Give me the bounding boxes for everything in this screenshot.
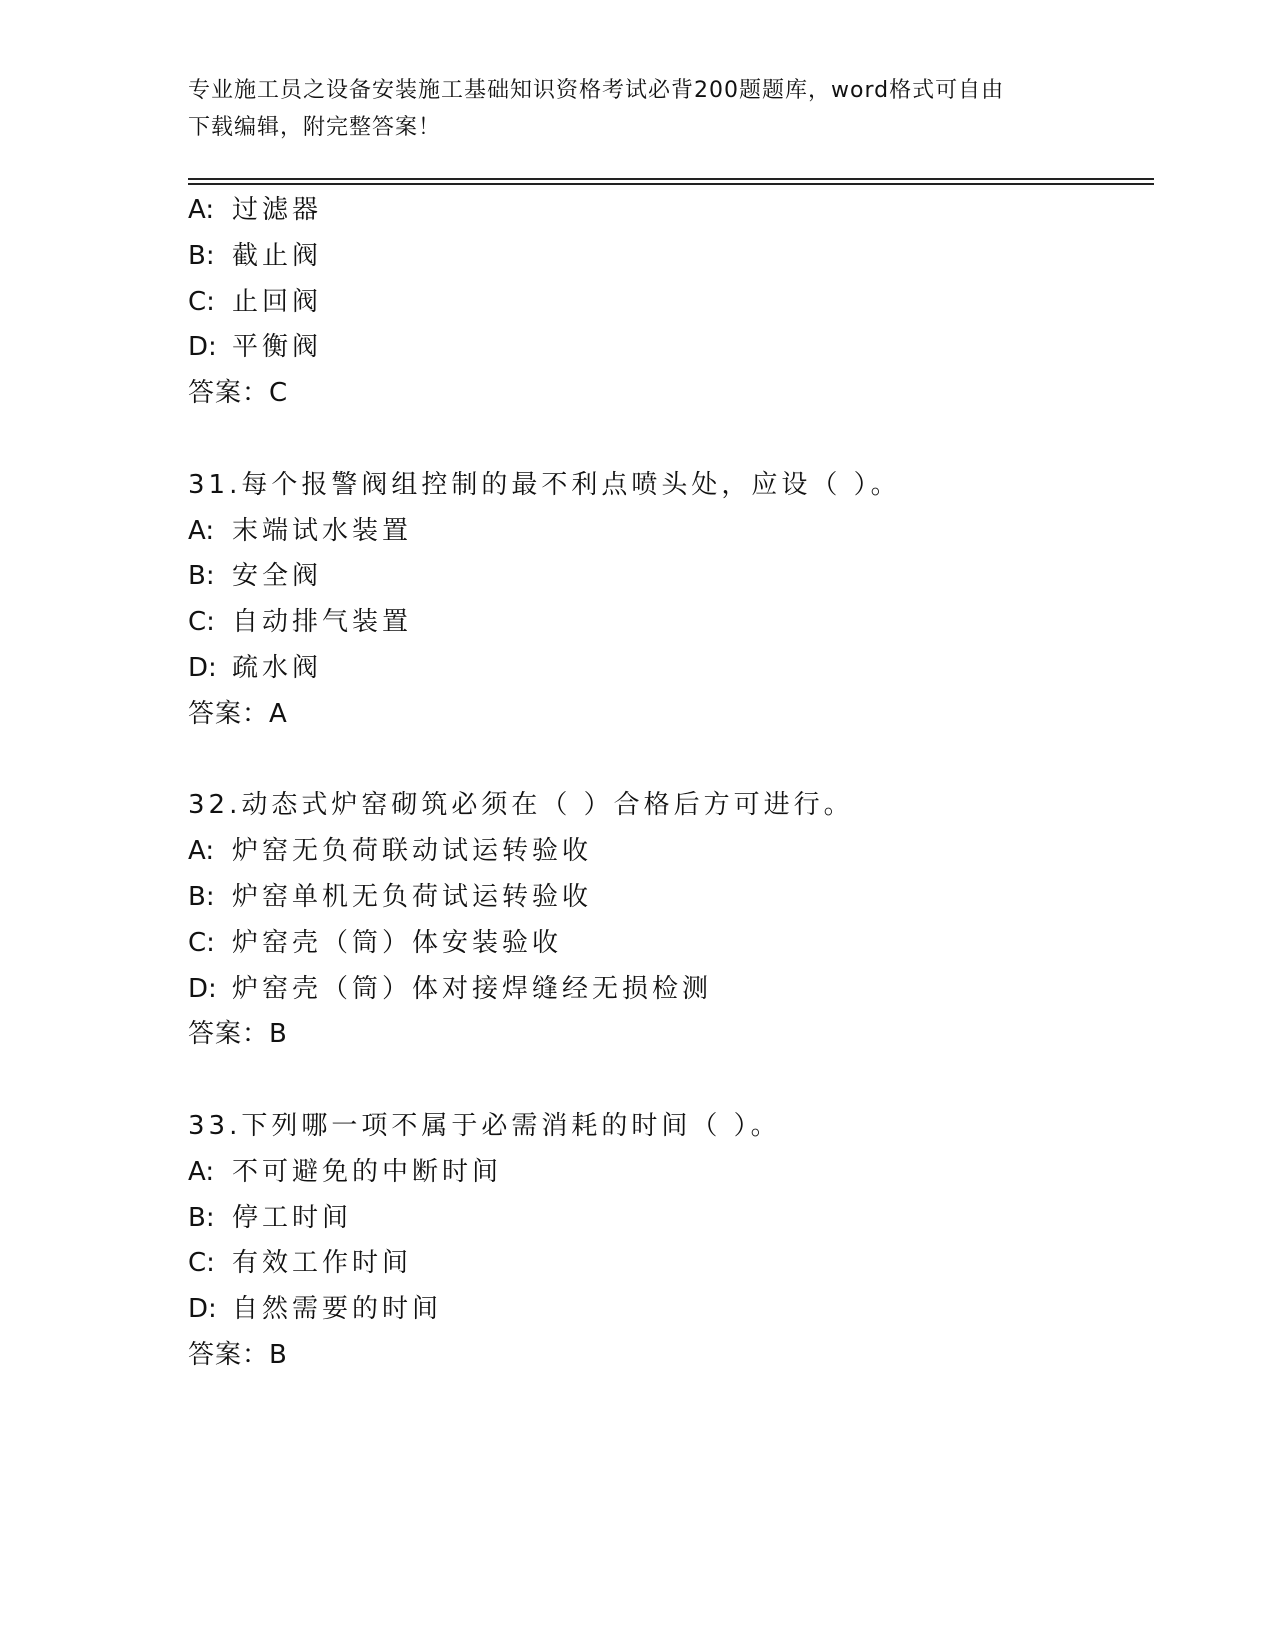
option-text: 末端试水装置 [232,515,413,546]
option-d [188,1287,1148,1333]
option-b [188,554,1148,600]
option-label: C: [188,286,215,317]
option-label: B: [188,1202,215,1233]
option-label: B: [188,881,215,912]
option-b [188,234,1148,280]
question-block-31 [188,463,1148,738]
question-text: 31.每个报警阀组控制的最不利点喷头处，应设（ ）。 [188,469,901,500]
option-label: D: [188,973,217,1004]
option-c [188,280,1148,326]
option-label: C: [188,927,215,958]
option-label: B: [188,240,215,271]
option-d [188,325,1148,371]
answer-line: 答案：C [188,378,289,409]
option-text: 自动排气装置 [232,607,413,638]
question-list [188,188,1148,1379]
question-block-33 [188,1104,1148,1379]
header-line-2: 下载编辑，附完整答案！ [188,115,442,140]
option-a [188,188,1148,234]
question-block-32 [188,783,1148,1058]
option-text: 疏水阀 [232,652,323,683]
question-block-30 [188,188,1148,417]
option-c [188,921,1148,967]
option-label: D: [188,1294,217,1325]
option-text: 炉窑无负荷联动试运转验收 [232,836,593,867]
option-b [188,1196,1148,1242]
option-d [188,967,1148,1013]
option-b [188,875,1148,921]
option-text: 安全阀 [232,561,323,592]
option-label: D: [188,652,217,683]
option-a [188,509,1148,555]
answer-line: 答案：B [188,1339,288,1370]
answer-line: 答案：B [188,1019,288,1050]
header-divider-top [188,178,1154,180]
option-text: 停工时间 [232,1202,353,1233]
header-line-1: 专业施工员之设备安装施工基础知识资格考试必背200题题库，word格式可自由 [188,78,1005,103]
option-d [188,646,1148,692]
option-label: A: [188,836,215,867]
option-text: 止回阀 [232,286,323,317]
option-c [188,600,1148,646]
option-a [188,829,1148,875]
option-label: A: [188,1156,215,1187]
option-text: 过滤器 [232,195,323,225]
option-a [188,1150,1148,1196]
option-label: D: [188,332,217,363]
option-text: 炉窑壳（筒）体对接焊缝经无损检测 [232,973,713,1004]
question-text: 33.下列哪一项不属于必需消耗的时间（ ）。 [188,1110,781,1141]
header-divider-bottom [188,183,1154,185]
spacer [188,738,1148,784]
document-header [188,72,1068,146]
option-text: 炉窑单机无负荷试运转验收 [232,881,593,912]
option-c [188,1241,1148,1287]
option-label: B: [188,561,215,592]
option-text: 平衡阀 [232,332,323,363]
spacer [188,417,1148,463]
option-text: 有效工作时间 [232,1248,413,1279]
option-label: A: [188,195,215,225]
option-text: 截止阀 [232,240,323,271]
option-label: A: [188,515,215,546]
option-text: 炉窑壳（筒）体安装验收 [232,927,563,958]
question-text: 32.动态式炉窑砌筑必须在（ ）合格后方可进行。 [188,790,854,821]
option-label: C: [188,1248,215,1279]
answer-line: 答案：A [188,698,288,729]
option-label: C: [188,607,215,638]
option-text: 自然需要的时间 [232,1294,443,1325]
option-text: 不可避免的中断时间 [232,1156,503,1187]
spacer [188,1058,1148,1104]
